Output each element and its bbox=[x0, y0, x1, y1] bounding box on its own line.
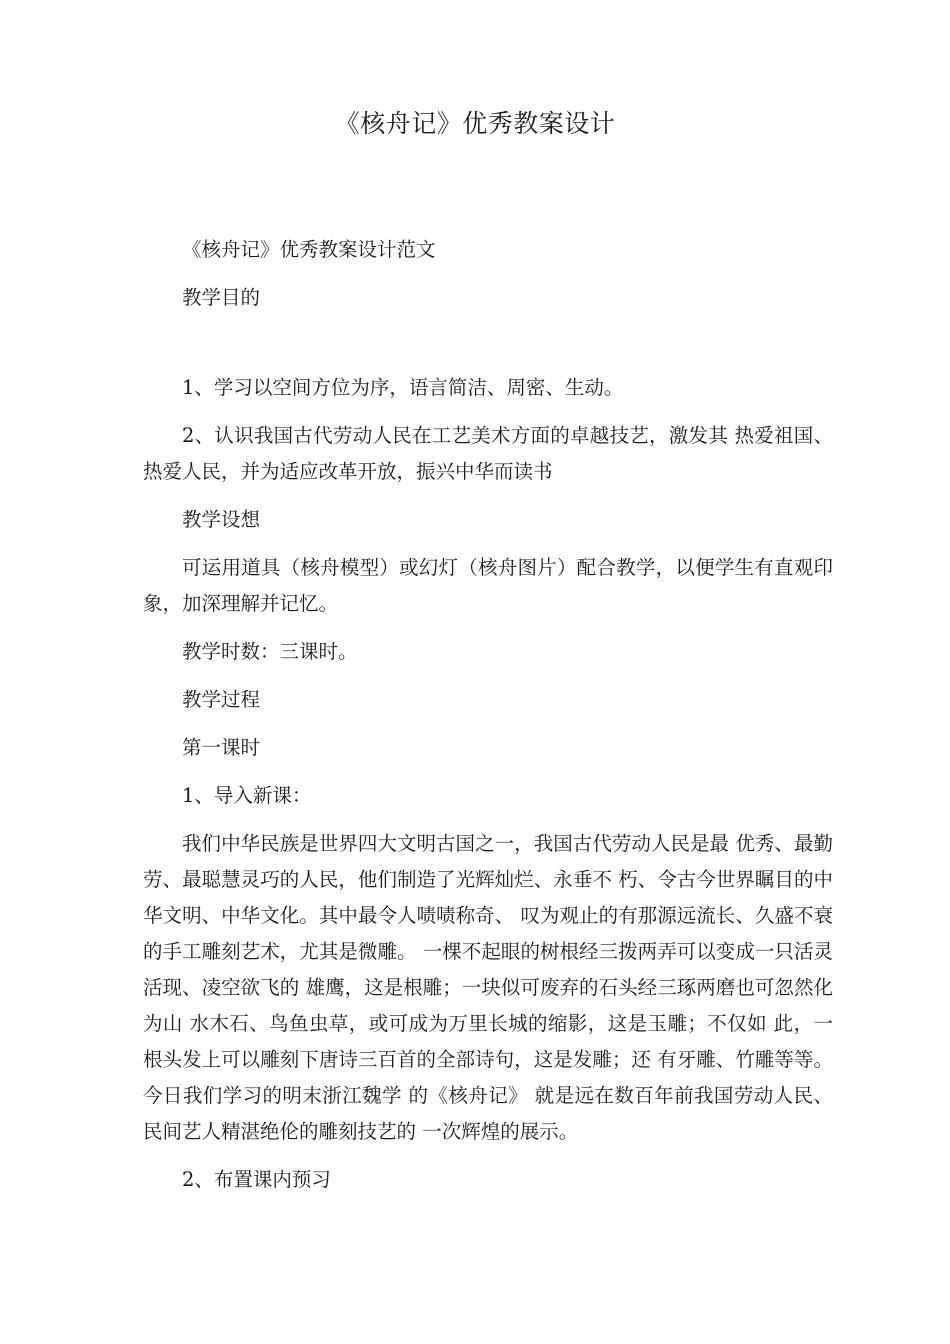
paragraph-preview: 2、布置课内预习 bbox=[182, 1168, 331, 1191]
paragraph-heading-process: 教学过程 bbox=[182, 688, 261, 711]
paragraph-intro-heading: 1、导入新课： bbox=[182, 784, 312, 807]
paragraph-objective-2: 2、认识我国古代劳动人民在工艺美术方面的卓越技艺，激发其 热爱祖国、热爱人民，并为适应改革开放，振兴中华而读书 bbox=[143, 424, 833, 483]
paragraph-hours: 教学时数：三课时。 bbox=[182, 640, 358, 663]
paragraph-subtitle: 《核舟记》优秀教案设计范文 bbox=[182, 238, 436, 261]
paragraph-heading-objectives: 教学目的 bbox=[182, 286, 261, 309]
paragraph-first-lesson: 第一课时 bbox=[182, 736, 261, 759]
paragraph-objective-1: 1、学习以空间方位为序，语言简洁、周密、生动。 bbox=[182, 376, 624, 399]
document-title: 《核舟记》优秀教案设计 bbox=[334, 109, 616, 138]
document-body bbox=[143, 232, 833, 1210]
paragraph-plan: 可运用道具（核舟模型）或幻灯（核舟图片）配合教学，以便学生有直观印象，加深理解并记忆。 bbox=[143, 556, 833, 615]
paragraph-heading-plan: 教学设想 bbox=[182, 508, 261, 531]
paragraph-intro-text: 我们中华民族是世界四大文明古国之一，我国古代劳动人民是最 优秀、最勤劳、最聪慧灵巧的人民，他们制造了光辉灿烂、永垂不 朽、令古今世界瞩目的中华文明、中华文化。其中最令人啧啧称奇、 叹为观止的有那源远流长、久盛不衰的手工雕刻艺术，尤其是微雕。 一棵不起眼的树根经三拨两弄可以变成一只活灵活现、凌空欲飞的 雄鹰，这是根雕；一块似可废弃的石头经三琢两磨也可忽然化为山 水木石、鸟鱼虫草，或可成为万里长城的缩影，这是玉雕；不仅如 此，一根头发上可以雕刻下唐诗三百首的全部诗句，这是发雕；还 有牙雕、竹雕等等。今日我们学习的明末浙江魏学 的《核舟记》 就是远在数百年前我国劳动人民、民间艺人精湛绝伦的雕刻技艺的 一次辉煌的展示。 bbox=[143, 832, 833, 1143]
